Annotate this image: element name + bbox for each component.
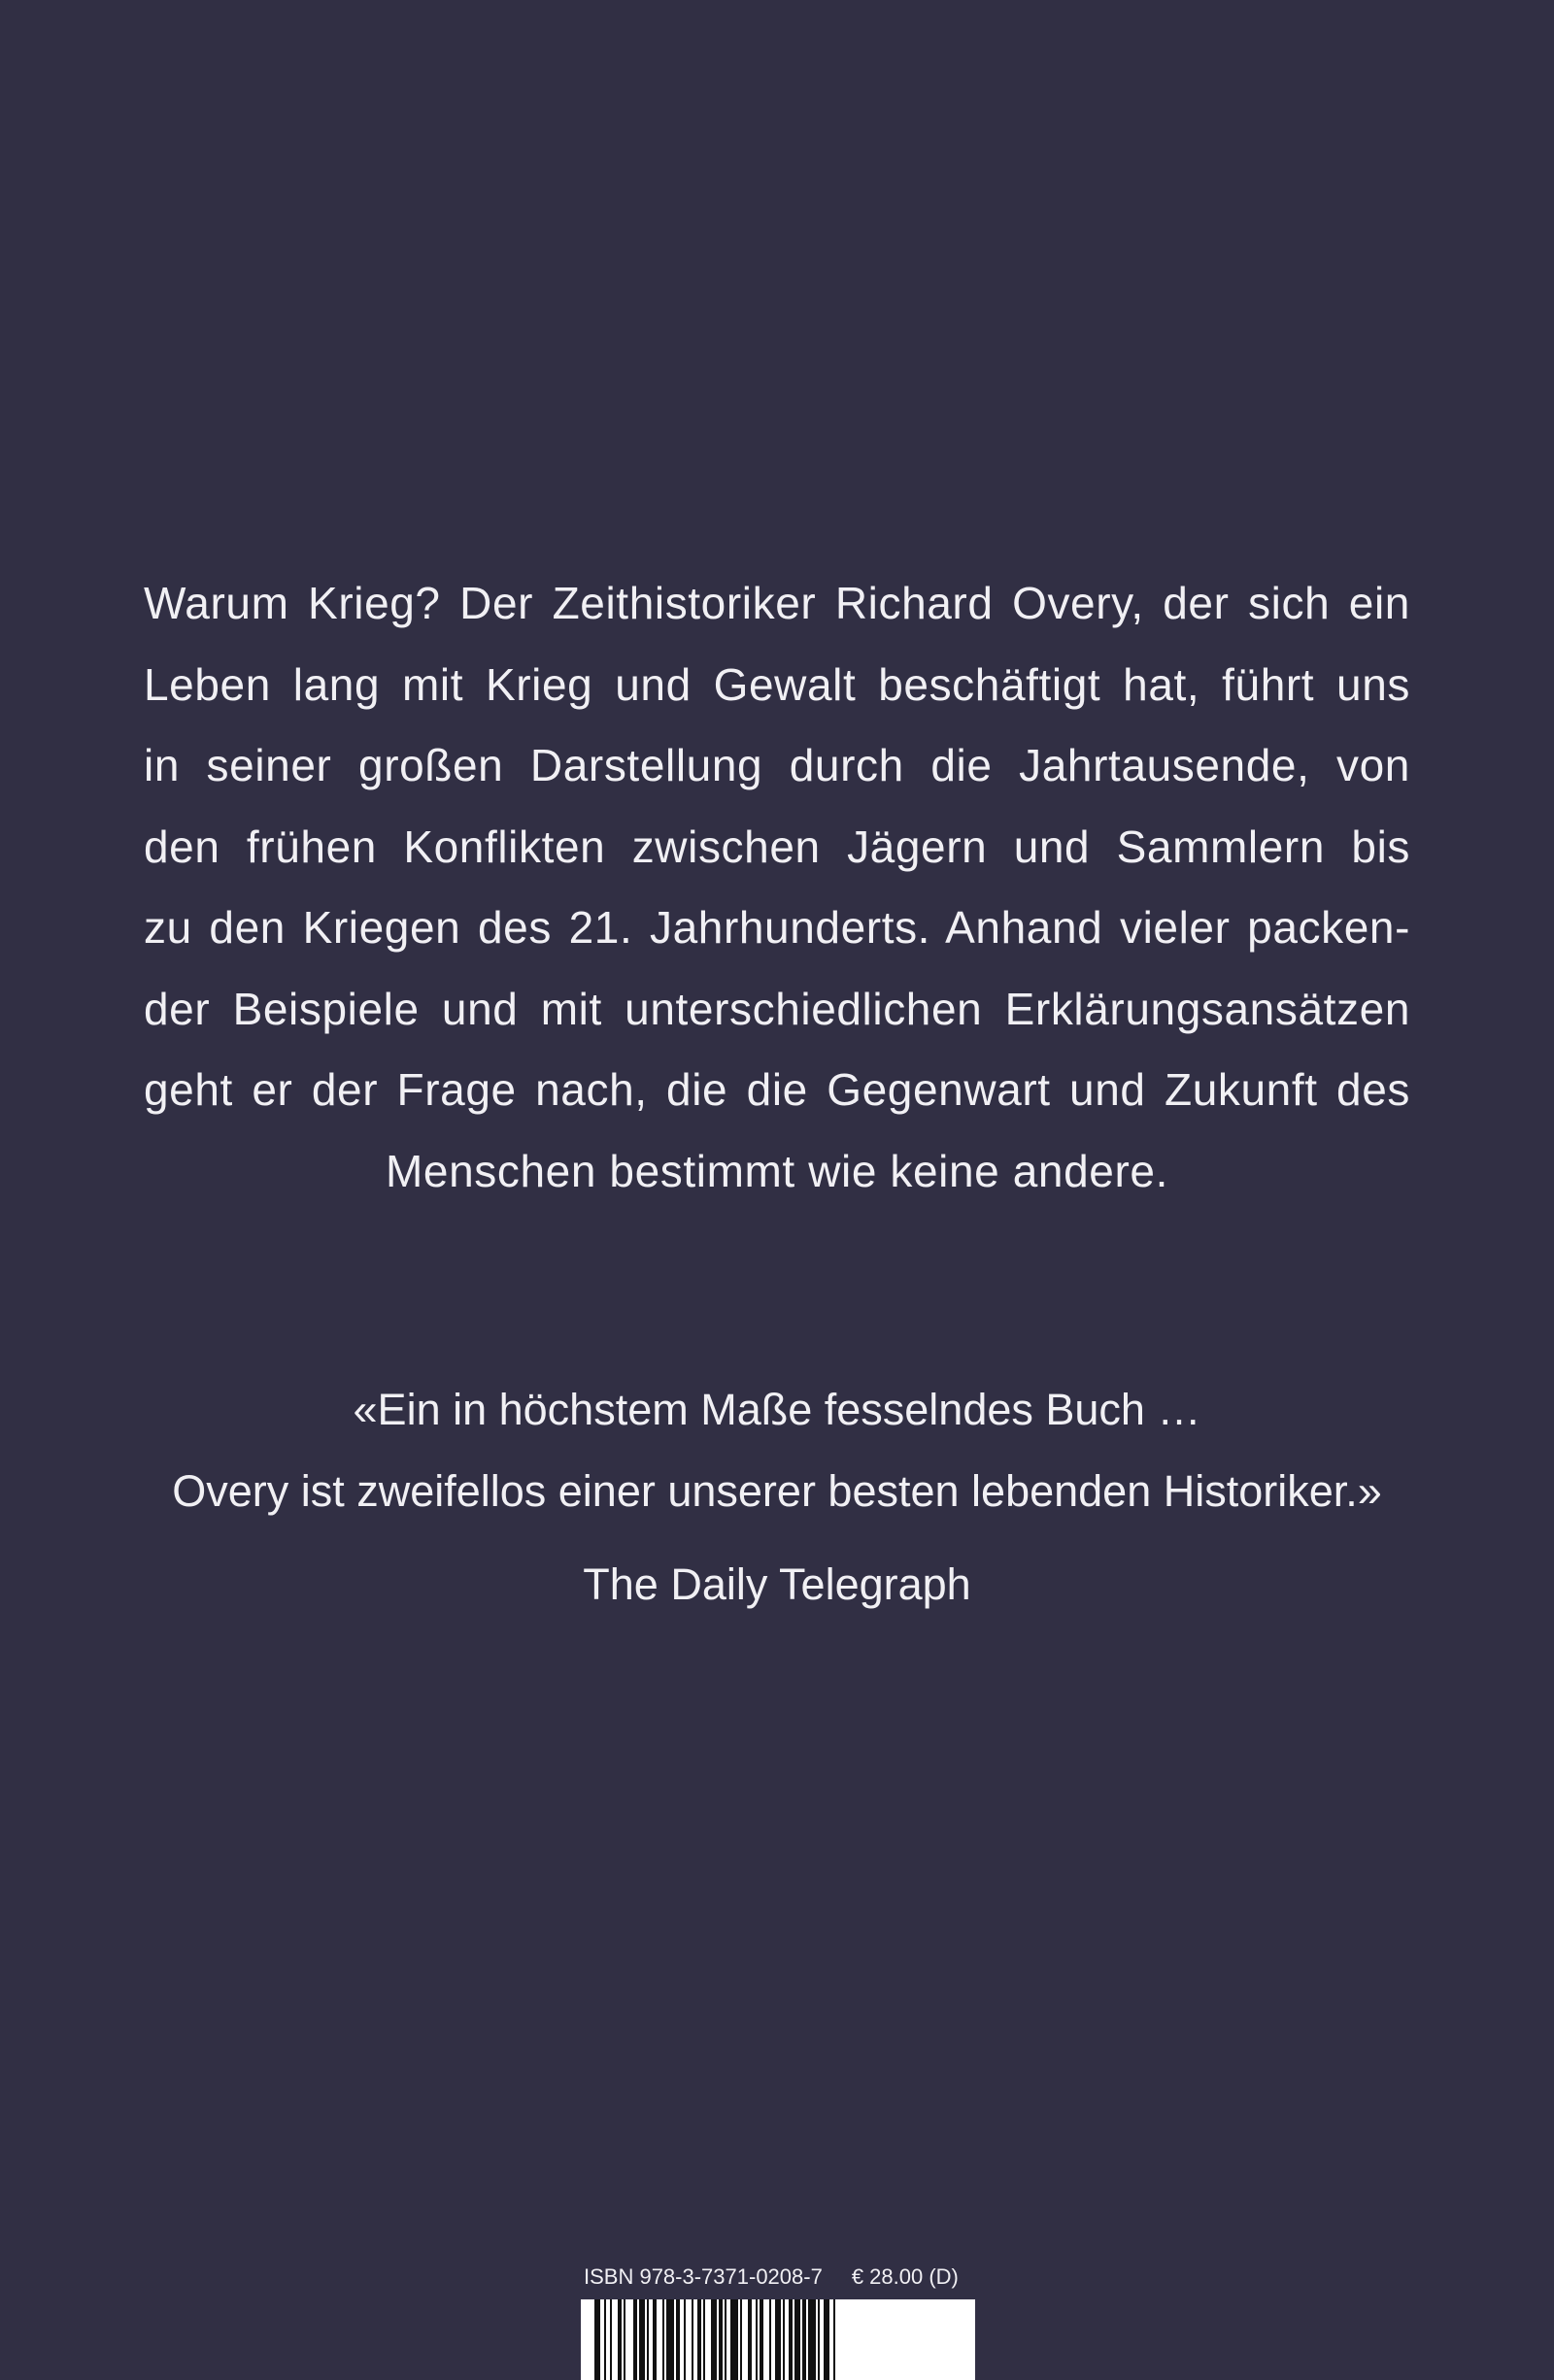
barcode-bar bbox=[725, 2299, 726, 2380]
barcode-bar bbox=[647, 2299, 649, 2380]
barcode-icon bbox=[581, 2299, 975, 2380]
blurb-line: geht er der Frage nach, die die Gegenwart und Zukunft des bbox=[144, 1064, 1410, 1115]
barcode-bar bbox=[684, 2299, 686, 2380]
barcode-bar bbox=[594, 2299, 600, 2380]
barcode-bar bbox=[610, 2299, 612, 2380]
blurb-line: in seiner großen Darstellung durch die Jahrtausende, von bbox=[144, 740, 1410, 790]
barcode bbox=[581, 2299, 975, 2380]
barcode-bar bbox=[618, 2299, 622, 2380]
barcode-bar bbox=[833, 2299, 835, 2380]
barcode-bar bbox=[818, 2299, 820, 2380]
barcode-bar bbox=[662, 2299, 664, 2380]
blurb-line: Menschen bestimmt wie keine andere. bbox=[386, 1145, 1168, 1196]
blurb-line: Warum Krieg? Der Zeithistoriker Richard Overy, der sich ein bbox=[144, 578, 1410, 628]
barcode-bar bbox=[760, 2299, 763, 2380]
barcode-bar bbox=[748, 2299, 752, 2380]
quote-line: Overy ist zweifellos einer unserer besten lebenden Historiker.» bbox=[172, 1466, 1382, 1516]
barcode-bar bbox=[730, 2299, 738, 2380]
isbn-price-label bbox=[584, 2263, 972, 2292]
barcode-bar bbox=[692, 2299, 693, 2380]
barcode-bar bbox=[697, 2299, 701, 2380]
barcode-bar bbox=[676, 2299, 680, 2380]
review-quote bbox=[97, 1369, 1457, 1532]
blurb-line: den frühen Konflikten zwischen Jägern und Sammlern bis bbox=[144, 821, 1410, 872]
barcode-bar bbox=[783, 2299, 785, 2380]
barcode-bar bbox=[775, 2299, 781, 2380]
barcode-bar bbox=[789, 2299, 793, 2380]
barcode-bar bbox=[824, 2299, 829, 2380]
isbn-number: ISBN 978-3-7371-0208-7 bbox=[584, 2264, 823, 2289]
barcode-bar bbox=[756, 2299, 758, 2380]
blurb-line: der Beispiele und mit unterschiedlichen Erklärungsansätzen bbox=[144, 983, 1410, 1034]
quote-line: «Ein in höchstem Maße fesselndes Buch … bbox=[353, 1385, 1201, 1434]
blurb-line: Leben lang mit Krieg und Gewalt beschäftigt hat, führt uns bbox=[144, 658, 1410, 710]
barcode-bar bbox=[703, 2299, 705, 2380]
price: € 28.00 (D) bbox=[851, 2264, 959, 2289]
blurb-line: zu den Kriegen des 21. Jahrhunderts. Anhand vieler packen- bbox=[144, 902, 1410, 953]
barcode-bar bbox=[624, 2299, 625, 2380]
barcode-bar bbox=[740, 2299, 742, 2380]
barcode-bar bbox=[653, 2299, 657, 2380]
barcode-bar bbox=[711, 2299, 717, 2380]
quote-source: The Daily Telegraph bbox=[583, 1559, 971, 1609]
barcode-bar bbox=[769, 2299, 771, 2380]
barcode-bar bbox=[604, 2299, 606, 2380]
barcode-bar bbox=[633, 2299, 637, 2380]
barcode-bar bbox=[808, 2299, 816, 2380]
barcode-bar bbox=[666, 2299, 674, 2380]
barcode-bar bbox=[794, 2299, 800, 2380]
barcode-bar bbox=[802, 2299, 806, 2380]
barcode-bar bbox=[639, 2299, 645, 2380]
barcode-bar bbox=[719, 2299, 723, 2380]
blurb-text bbox=[144, 563, 1410, 1212]
